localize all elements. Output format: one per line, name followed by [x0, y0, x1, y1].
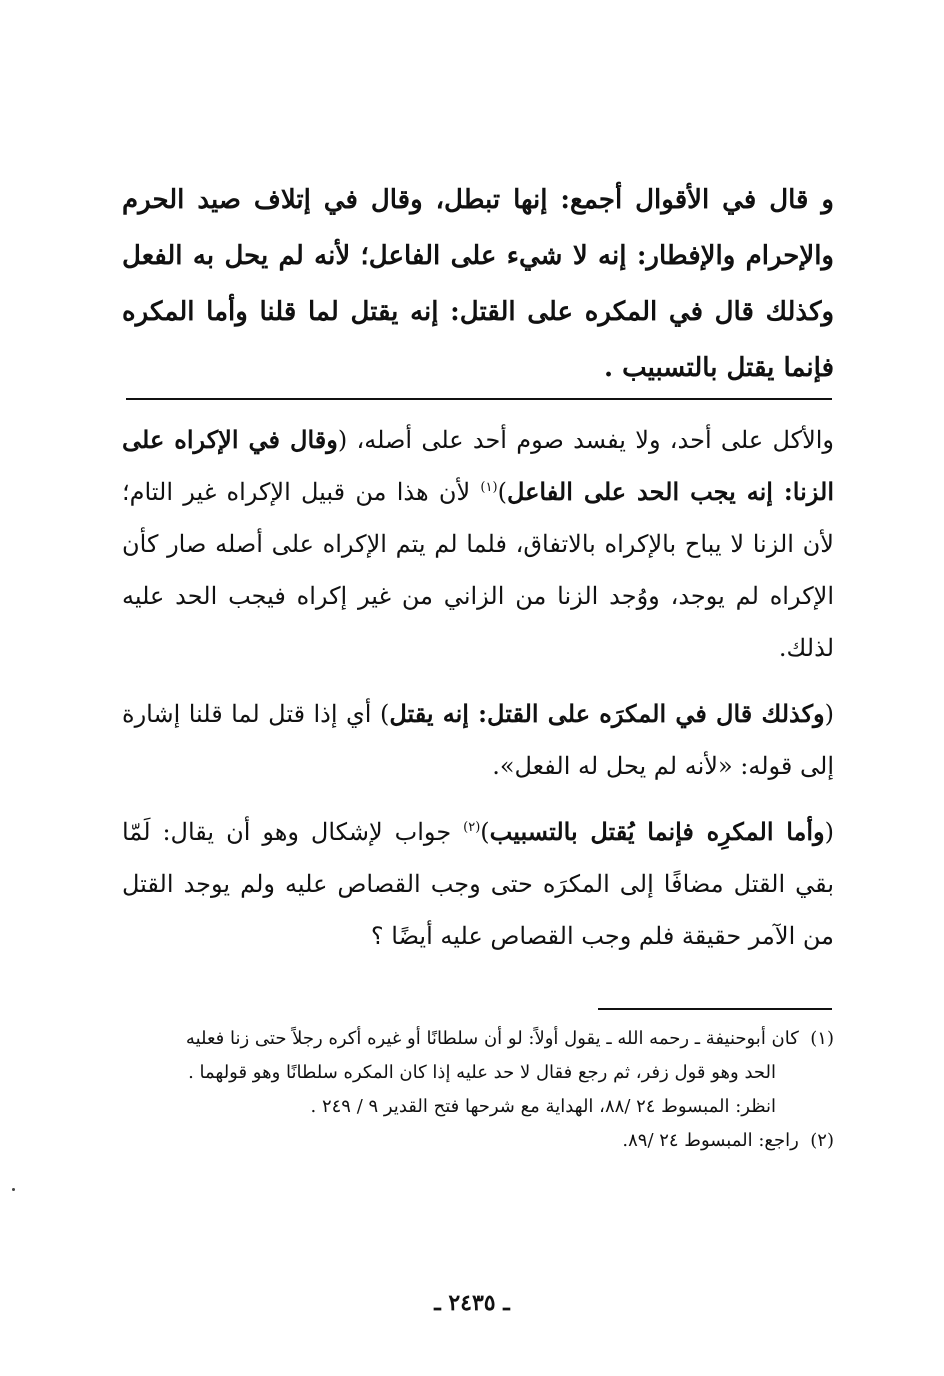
commentary-paragraph-1	[122, 414, 834, 674]
footnote-ref-2: (٢)	[463, 820, 481, 835]
footnote-1-line2: الحد وهو قول زفر، ثم رجع فقال لا حد عليه إذا كان المكره سلطانًا وهو قولهما .	[188, 1062, 776, 1083]
commentary-2-quote: وكذلك قال في المكرَه على القتل: إنه يقتل	[389, 699, 825, 728]
footnotes-block	[122, 1022, 834, 1158]
commentary-1-quote: وقال في الإكراه على الزنا: إنه يجب الحد على الفاعل	[122, 425, 835, 506]
footnote-2-text: راجع: المبسوط ٢٤ /٨٩.	[622, 1130, 799, 1151]
main-text-block: و قال في الأقوال أجمع: إنها تبطل، وقال في إتلاف صيد الحرم والإحرام والإفطار: إنه لا شيء على الفاعل؛ لأنه لم يحل به الفعل وكذلك قال في المكره على القتل: إنه يقتل لما قلنا وأما المكره فإنما يقتل بالتسبيب .	[122, 185, 834, 383]
commentary-2-part3: ) أي إذا قتل لما قلنا إشارة إلى قوله: «لأنه لم يحل له الفعل».	[122, 700, 834, 780]
page-number: ـ ٢٤٣٥ ـ	[434, 1290, 510, 1316]
footnote-1-number: (١)	[810, 1028, 834, 1049]
commentary-block	[122, 414, 834, 976]
commentary-1-part4: لأن هذا من قبيل الإكراه غير التام؛ لأن الزنا لا يباح بالإكراه بالاتفاق، فلما لم يتم الإكراه على أصله صار كأن الإكراه لم يوجد، ووُجد الزنا من الزاني من غير إكراه فيجب الحد عليه لذلك.	[122, 478, 834, 662]
commentary-3-part4: جواب لإشكال وهو أن يقال: لَمّا بقي القتل مضافًا إلى المكرَه حتى وجب القصاص عليه ولم يوجد القتل من الآمر حقيقة فلم وجب القصاص عليه أيضًا ؟	[122, 818, 835, 950]
commentary-1-part1: والأكل على أحد، ولا يفسد صوم أحد على أصله، (	[337, 426, 835, 454]
footnote-1-line3: انظر: المبسوط ٢٤ /٨٨، الهداية مع شرحها فتح القدير ٩ / ٢٤٩ .	[310, 1096, 776, 1117]
footnote-separator-line	[598, 1008, 832, 1010]
footnote-1-line2-row	[122, 1056, 834, 1090]
commentary-3-part3: )	[480, 818, 490, 846]
commentary-paragraph-2	[122, 688, 834, 792]
commentary-3-quote: وأما المكرِه فإنما يُقتل بالتسبيب	[489, 817, 825, 846]
commentary-2-part1: (	[824, 700, 834, 728]
commentary-1-part3: )	[497, 478, 507, 506]
scan-speck	[12, 1188, 15, 1191]
footnote-2	[122, 1124, 834, 1158]
footnote-1-line1: كان أبوحنيفة ـ رحمه الله ـ يقول أولاً: لو أن سلطانًا أو غيره أكره رجلاً حتى زنا فعليه	[185, 1028, 799, 1049]
footnote-2-number: (٢)	[810, 1130, 834, 1151]
commentary-paragraph-3	[122, 806, 834, 962]
footnote-ref-1: (١)	[480, 480, 498, 495]
commentary-3-part1: (	[824, 818, 834, 846]
main-separator-line	[126, 398, 832, 400]
footnote-1	[122, 1022, 834, 1056]
footnote-1-line3-row	[122, 1090, 834, 1124]
